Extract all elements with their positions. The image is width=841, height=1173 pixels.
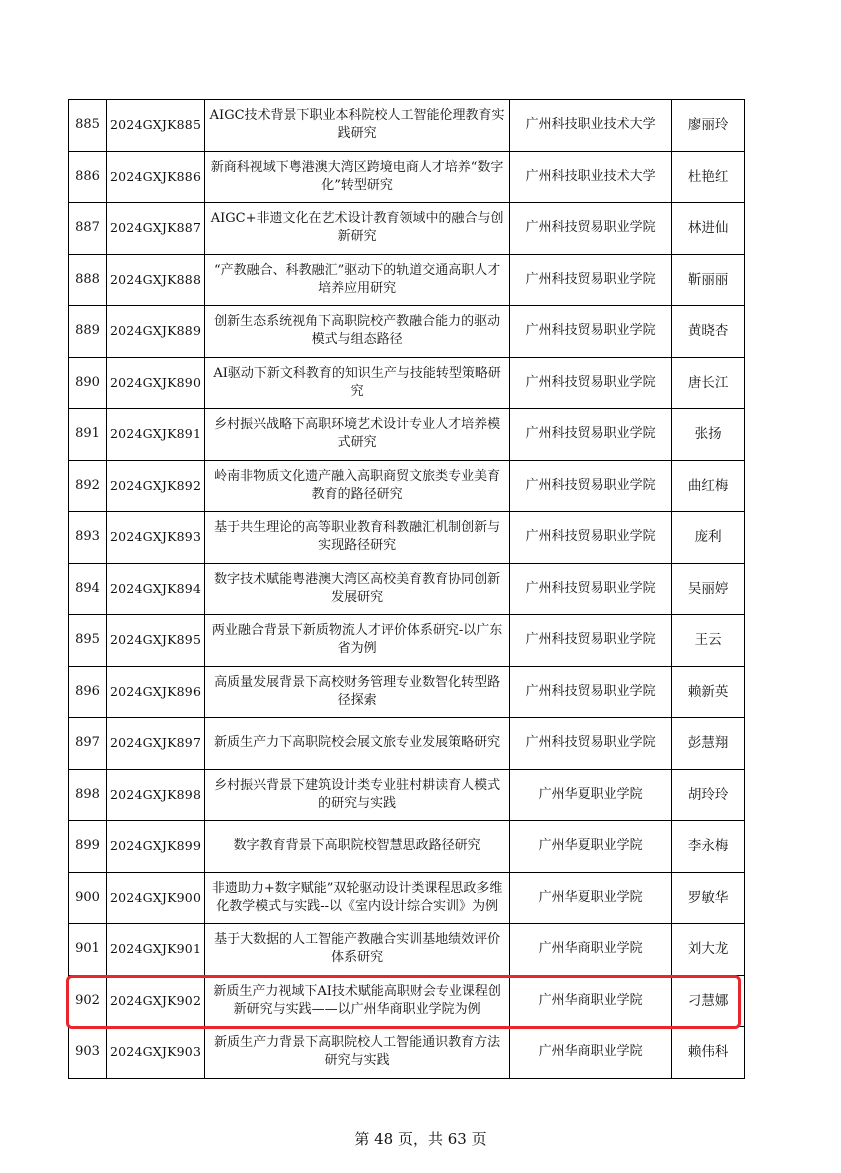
school-name: 广州华商职业学院 bbox=[510, 1027, 672, 1079]
project-code: 2024GXJK889 bbox=[107, 306, 205, 358]
principal-name: 庞利 bbox=[672, 512, 745, 564]
project-title: 新质生产力下高职院校会展文旅专业发展策略研究 bbox=[205, 718, 510, 770]
project-title: 数字教育背景下高职院校智慧思政路径研究 bbox=[205, 821, 510, 873]
project-code: 2024GXJK903 bbox=[107, 1027, 205, 1079]
row-number: 902 bbox=[69, 975, 107, 1027]
school-name: 广州华夏职业学院 bbox=[510, 872, 672, 924]
row-number: 892 bbox=[69, 460, 107, 512]
project-title: 两业融合背景下新质物流人才评价体系研究-以广东省为例 bbox=[205, 615, 510, 667]
principal-name: 吴丽婷 bbox=[672, 563, 745, 615]
project-code: 2024GXJK900 bbox=[107, 872, 205, 924]
school-name: 广州科技贸易职业学院 bbox=[510, 615, 672, 667]
project-title: 新商科视域下粤港澳大湾区跨境电商人才培养“数字化”转型研究 bbox=[205, 151, 510, 203]
school-name: 广州科技贸易职业学院 bbox=[510, 409, 672, 461]
project-title: 非遗助力+数字赋能”双轮驱动设计类课程思政多维化教学模式与实践--以《室内设计综合实训》为例 bbox=[205, 872, 510, 924]
table-body bbox=[69, 100, 745, 1079]
project-title: “产教融合、科教融汇”驱动下的轨道交通高职人才培养应用研究 bbox=[205, 254, 510, 306]
project-title: 新质生产力背景下高职院校人工智能通识教育方法研究与实践 bbox=[205, 1027, 510, 1079]
row-number: 893 bbox=[69, 512, 107, 564]
project-code: 2024GXJK886 bbox=[107, 151, 205, 203]
row-number: 894 bbox=[69, 563, 107, 615]
principal-name: 赖新英 bbox=[672, 666, 745, 718]
principal-name: 唐长江 bbox=[672, 357, 745, 409]
project-code: 2024GXJK898 bbox=[107, 769, 205, 821]
project-code: 2024GXJK891 bbox=[107, 409, 205, 461]
row-number: 900 bbox=[69, 872, 107, 924]
principal-name: 曲红梅 bbox=[672, 460, 745, 512]
principal-name: 张扬 bbox=[672, 409, 745, 461]
row-number: 886 bbox=[69, 151, 107, 203]
project-title: 数字技术赋能粤港澳大湾区高校美育教育协同创新发展研究 bbox=[205, 563, 510, 615]
project-code: 2024GXJK901 bbox=[107, 924, 205, 976]
table-row bbox=[69, 460, 745, 512]
project-title: 创新生态系统视角下高职院校产教融合能力的驱动模式与组态路径 bbox=[205, 306, 510, 358]
project-code: 2024GXJK890 bbox=[107, 357, 205, 409]
project-title: 乡村振兴战略下高职环境艺术设计专业人才培养模式研究 bbox=[205, 409, 510, 461]
table-row bbox=[69, 718, 745, 770]
table-row bbox=[69, 254, 745, 306]
principal-name: 刘大龙 bbox=[672, 924, 745, 976]
principal-name: 林进仙 bbox=[672, 203, 745, 255]
project-code: 2024GXJK892 bbox=[107, 460, 205, 512]
principal-name: 王云 bbox=[672, 615, 745, 667]
school-name: 广州科技贸易职业学院 bbox=[510, 357, 672, 409]
project-code: 2024GXJK894 bbox=[107, 563, 205, 615]
table-row bbox=[69, 769, 745, 821]
school-name: 广州科技贸易职业学院 bbox=[510, 306, 672, 358]
row-number: 899 bbox=[69, 821, 107, 873]
principal-name: 廖丽玲 bbox=[672, 100, 745, 152]
school-name: 广州华商职业学院 bbox=[510, 924, 672, 976]
principal-name: 李永梅 bbox=[672, 821, 745, 873]
principal-name: 赖伟科 bbox=[672, 1027, 745, 1079]
table-row bbox=[69, 666, 745, 718]
school-name: 广州华夏职业学院 bbox=[510, 821, 672, 873]
project-title: 乡村振兴背景下建筑设计类专业驻村耕读育人模式的研究与实践 bbox=[205, 769, 510, 821]
table-row bbox=[69, 872, 745, 924]
school-name: 广州华商职业学院 bbox=[510, 975, 672, 1027]
principal-name: 彭慧翔 bbox=[672, 718, 745, 770]
table-row bbox=[69, 563, 745, 615]
row-number: 891 bbox=[69, 409, 107, 461]
project-code: 2024GXJK897 bbox=[107, 718, 205, 770]
school-name: 广州科技职业技术大学 bbox=[510, 100, 672, 152]
project-code: 2024GXJK893 bbox=[107, 512, 205, 564]
school-name: 广州科技贸易职业学院 bbox=[510, 666, 672, 718]
row-number: 895 bbox=[69, 615, 107, 667]
project-code: 2024GXJK888 bbox=[107, 254, 205, 306]
project-title: 岭南非物质文化遗产融入高职商贸文旅类专业美育教育的路径研究 bbox=[205, 460, 510, 512]
row-number: 898 bbox=[69, 769, 107, 821]
row-number: 889 bbox=[69, 306, 107, 358]
table-row bbox=[69, 409, 745, 461]
principal-name: 胡玲玲 bbox=[672, 769, 745, 821]
table-row bbox=[69, 357, 745, 409]
project-code: 2024GXJK896 bbox=[107, 666, 205, 718]
principal-name: 靳丽丽 bbox=[672, 254, 745, 306]
page-footer: 第 48 页，共 63 页 bbox=[354, 1130, 487, 1148]
principal-name: 杜艳红 bbox=[672, 151, 745, 203]
project-title: 高质量发展背景下高校财务管理专业数智化转型路径探索 bbox=[205, 666, 510, 718]
table-row bbox=[69, 512, 745, 564]
school-name: 广州科技贸易职业学院 bbox=[510, 718, 672, 770]
project-code: 2024GXJK895 bbox=[107, 615, 205, 667]
project-title: AI驱动下新文科教育的知识生产与技能转型策略研究 bbox=[205, 357, 510, 409]
table-row bbox=[69, 306, 745, 358]
school-name: 广州华夏职业学院 bbox=[510, 769, 672, 821]
school-name: 广州科技贸易职业学院 bbox=[510, 203, 672, 255]
table-row bbox=[69, 924, 745, 976]
table-row bbox=[69, 100, 745, 152]
row-number: 888 bbox=[69, 254, 107, 306]
table-row bbox=[69, 151, 745, 203]
table-row bbox=[69, 821, 745, 873]
school-name: 广州科技职业技术大学 bbox=[510, 151, 672, 203]
principal-name: 刁慧娜 bbox=[672, 975, 745, 1027]
row-number: 890 bbox=[69, 357, 107, 409]
project-code: 2024GXJK887 bbox=[107, 203, 205, 255]
table-row bbox=[69, 203, 745, 255]
table-row bbox=[69, 1027, 745, 1079]
school-name: 广州科技贸易职业学院 bbox=[510, 460, 672, 512]
row-number: 903 bbox=[69, 1027, 107, 1079]
project-title: AIGC+非遗文化在艺术设计教育领域中的融合与创新研究 bbox=[205, 203, 510, 255]
table-row bbox=[69, 975, 745, 1027]
row-number: 885 bbox=[69, 100, 107, 152]
school-name: 广州科技贸易职业学院 bbox=[510, 563, 672, 615]
principal-name: 黄晓杏 bbox=[672, 306, 745, 358]
row-number: 896 bbox=[69, 666, 107, 718]
principal-name: 罗敏华 bbox=[672, 872, 745, 924]
project-title: 基于共生理论的高等职业教育科教融汇机制创新与实现路径研究 bbox=[205, 512, 510, 564]
project-code: 2024GXJK902 bbox=[107, 975, 205, 1027]
project-code: 2024GXJK899 bbox=[107, 821, 205, 873]
project-list-table bbox=[68, 99, 745, 1079]
project-title: AIGC技术背景下职业本科院校人工智能伦理教育实践研究 bbox=[205, 100, 510, 152]
table-row bbox=[69, 615, 745, 667]
project-title: 新质生产力视域下AI技术赋能高职财会专业课程创新研究与实践——以广州华商职业学院为例 bbox=[205, 975, 510, 1027]
project-title: 基于大数据的人工智能产教融合实训基地绩效评价体系研究 bbox=[205, 924, 510, 976]
row-number: 897 bbox=[69, 718, 107, 770]
school-name: 广州科技贸易职业学院 bbox=[510, 254, 672, 306]
row-number: 901 bbox=[69, 924, 107, 976]
school-name: 广州科技贸易职业学院 bbox=[510, 512, 672, 564]
project-code: 2024GXJK885 bbox=[107, 100, 205, 152]
row-number: 887 bbox=[69, 203, 107, 255]
